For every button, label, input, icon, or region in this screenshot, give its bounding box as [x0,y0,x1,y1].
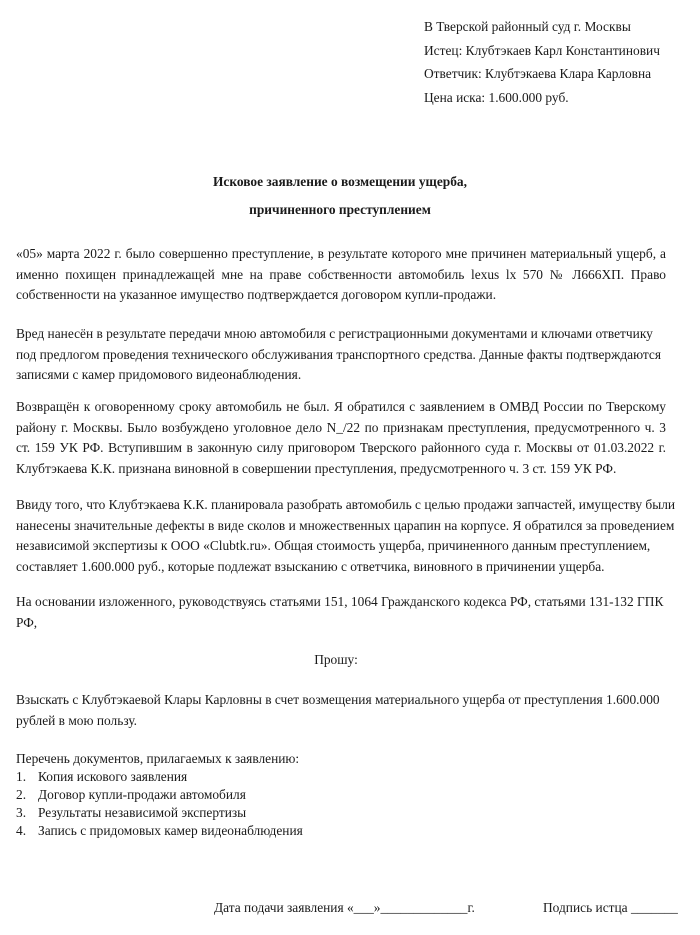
paragraph-line: составляет 1.600.000 руб., которые подлежат взысканию с ответчика, виновного в причинении ущерба. [16,558,605,574]
list-item [16,804,303,822]
paragraph-line: ст. 159 УК РФ. Вступившим в законную силу приговором Тверского районного суда г. Москвы от 01.03.2022 г. [16,440,666,455]
paragraph-line: РФ, [16,614,38,630]
paragraph-line: именно похищен принадлежащей мне на праве собственности автомобиль lexus lx 570 № Л666ХП. Право [16,266,666,282]
document-title-line-1: Исковое заявление о возмещении ущерба, [213,174,467,189]
paragraph-line: Возвращён к оговоренному сроку автомобиль не был. Я обратился с заявлением в ОМВД России по Тверскому [16,399,666,414]
plaintiff-line: Истец: Клубтэкаев Карл Константинович [424,42,660,58]
paragraph-request [16,690,666,731]
addressee-block [424,15,660,109]
defendant-line: Ответчик: Клубтэкаева Клара Карловна [424,66,652,81]
document-title-line-2: причиненного преступлением [249,202,431,217]
attachments-list [16,750,303,840]
paragraph-line: рублей в мою пользу. [16,712,138,728]
list-item-number: 2. [16,787,27,802]
paragraph-line: Клубтэкаева К.К. признана виновной в совершении преступления, предусмотренного ч. 3 ст. 159 УК РФ. [16,460,617,476]
court-line: В Тверской районный суд г. Москвы [424,19,631,34]
paragraph-harm [16,324,666,386]
list-item [16,768,303,786]
paragraph-line: району г. Москвы. Было возбуждено уголовное дело N_/22 по признакам преступления, предусмотренного ч. 3 [16,419,666,435]
paragraph-line: Ввиду того, что Клубтэкаева К.К. планировала разобрать автомобиль с целью продажи запчастей, имуществу были [16,497,676,512]
list-item-number: 4. [16,823,27,838]
paragraph-incident [16,244,666,306]
paragraph-line: На основании изложенного, руководствуясь статьями 151, 1064 Гражданского кодекса РФ, статьями 131-132 ГПК [16,594,664,609]
paragraph-line: нанесены значительные дефекты в виде сколов и множественных царапин на корпусе. Я обратился за проведением [16,517,675,533]
paragraph-criminal-case [16,397,666,479]
list-item-text: Запись с придомовых камер видеонаблюдения [38,823,303,838]
filing-date-field: Дата подачи заявления «___»_____________г. [214,900,475,915]
list-item-number: 3. [16,805,27,820]
list-item-number: 1. [16,769,27,784]
paragraph-line: Взыскать с Клубтэкаевой Клары Карловны в счет возмещения материального ущерба от преступления 1.600.000 [16,692,660,707]
paragraph-line: под предлогом проведения технического обслуживания транспортного средства. Данные факты подтверждаются [16,346,662,362]
request-heading: Прошу: [314,652,358,667]
list-item [16,822,303,840]
paragraph-line: записями с камер придомового видеонаблюдения. [16,367,302,382]
list-item [16,786,303,804]
paragraph-line: Вред нанесён в результате передачи мною автомобиля с регистрационными документами и ключами ответчику [16,326,653,341]
attachments-heading: Перечень документов, прилагаемых к заявлению: [16,751,300,766]
paragraph-line: независимой экспертизы к ООО «Clubtk.ru». Общая стоимость ущерба, причиненного данным преступлением, [16,538,651,553]
paragraph-line: собственности на указанное имущество подтверждается договором купли-продажи. [16,287,497,302]
list-item-text: Копия искового заявления [38,769,188,784]
paragraph-legal-basis [16,592,666,633]
paragraph-damage [16,495,676,577]
list-item-text: Договор купли-продажи автомобиля [38,787,246,802]
claim-price-line: Цена иска: 1.600.000 руб. [424,89,569,105]
signature-field: Подпись истца _______ [543,900,678,915]
list-item-text: Результаты независимой экспертизы [38,805,247,820]
paragraph-line: «05» марта 2022 г. было совершенно преступление, в результате которого мне причинен материальный ущерб, а [16,246,666,261]
